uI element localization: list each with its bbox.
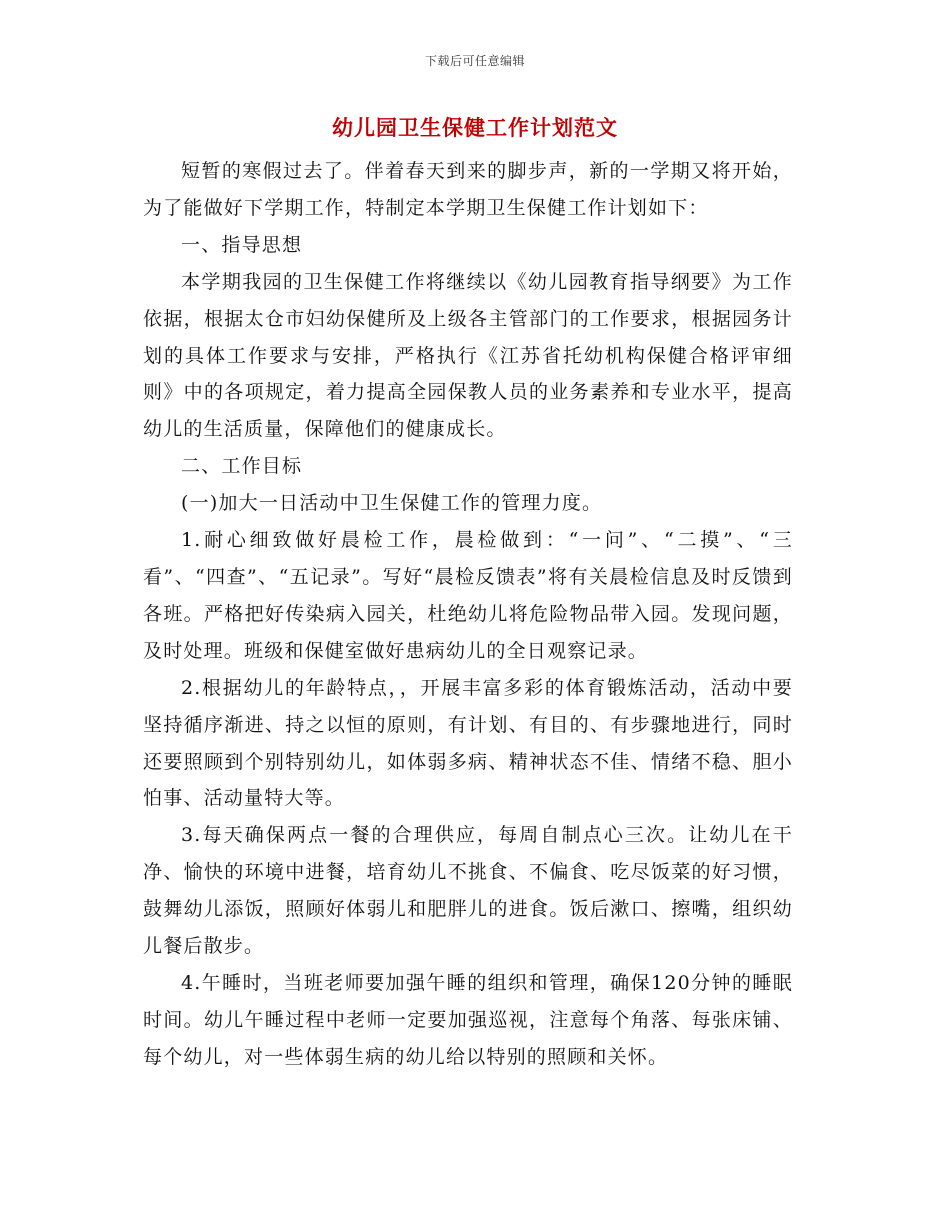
item-nap-time: 4.午睡时，当班老师要加强午睡的组织和管理，确保120分钟的睡眠时间。幼儿午睡过程中老师一定要加强巡视，注意每个角落、每张床铺、每个幼儿，对一些体弱生病的幼儿给以特别的照顾和关怀。 xyxy=(143,971,793,1068)
section-heading-guiding-ideas: 一、指导思想 xyxy=(181,233,303,256)
guiding-ideas-paragraph: 本学期我园的卫生保健工作将继续以《幼儿园教育指导纲要》为工作依据，根据太仓市妇幼保健所及上级各主管部门的工作要求，根据园务计划的具体工作要求与安排，严格执行《江苏省托幼机构保健合格评审细则》中的各项规定，着力提高全园保教人员的业务素养和专业水平，提高幼儿的生活质量，保障他们的健康成长。 xyxy=(143,270,793,441)
item-meals: 3.每天确保两点一餐的合理供应，每周自制点心三次。让幼儿在干净、愉快的环境中进餐，培育幼儿不挑食、不偏食、吃尽饭菜的好习惯，鼓舞幼儿添饭，照顾好体弱儿和肥胖儿的进食。饭后漱口、擦嘴，组织幼儿餐后散步。 xyxy=(143,824,793,958)
item-morning-check: 1.耐心细致做好晨检工作，晨检做到：“一问”、“二摸”、“三看”、“四查”、“五记录”。写好“晨检反馈表”将有关晨检信息及时反馈到各班。严格把好传染病入园关，杜绝幼儿将危险物品带入园。发现问题，及时处理。班级和保健室做好患病幼儿的全日观察记录。 xyxy=(143,529,793,662)
section-heading-work-goals: 二、工作目标 xyxy=(181,455,303,478)
item-physical-exercise: 2.根据幼儿的年龄特点，，开展丰富多彩的体育锻炼活动，活动中要坚持循序渐进、持之以恒的原则，有计划、有目的、有步骤地进行，同时还要照顾到个别特别幼儿，如体弱多病、精神状态不佳、情绪不稳、胆小怕事、活动量特大等。 xyxy=(143,676,793,810)
intro-paragraph: 短暂的寒假过去了。伴着春天到来的脚步声，新的一学期又将开始，为了能做好下学期工作，特制定本学期卫生保健工作计划如下： xyxy=(143,160,793,219)
document-title: 幼儿园卫生保健工作计划范文 xyxy=(332,115,618,140)
document-body xyxy=(143,153,793,1076)
subsection-heading-daily-management: (一)加大一日活动中卫生保健工作的管理力度。 xyxy=(181,492,603,515)
download-note: 下载后可任意编辑 xyxy=(424,54,525,68)
